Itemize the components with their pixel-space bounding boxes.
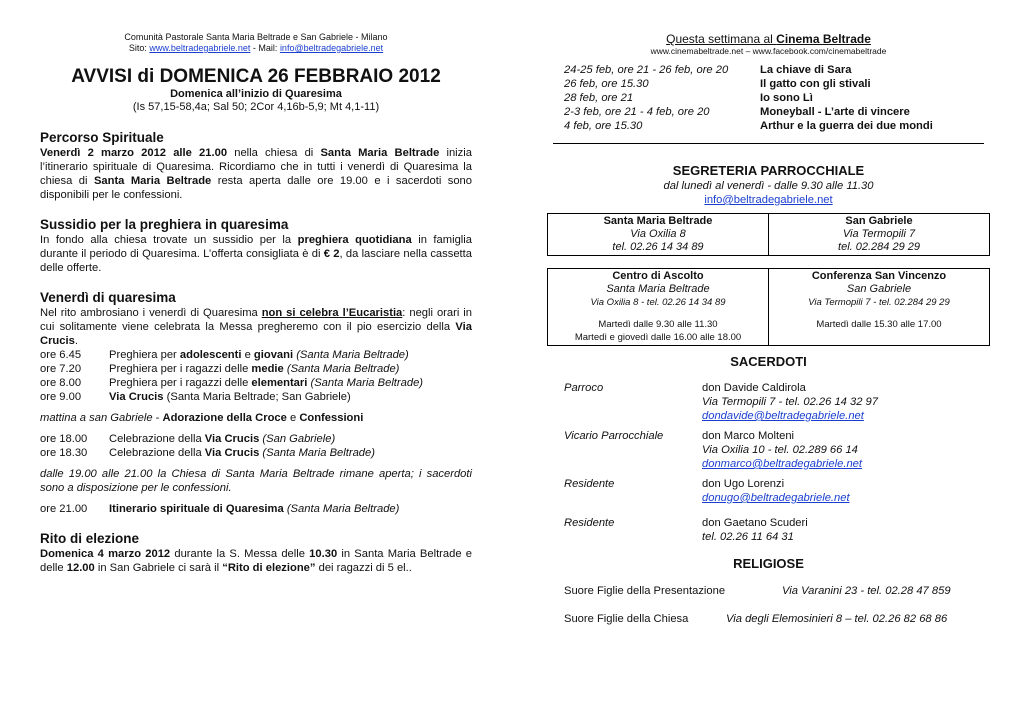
parish-table [547,213,990,256]
film-list [547,63,990,133]
religiose-entry: Suore Figlie della Chiesa Via degli Elemosinieri 8 – tel. 02.26 82 68 86 [564,613,948,625]
film-row: 2-3 feb, ore 21 - 4 feb, ore 20 Moneyball - L’arte di vincere [564,106,910,118]
segreteria-email-link[interactable]: info@beltradegabriele.net [704,194,833,206]
venerdi-text: Nel rito ambrosiano i venerdì di Quaresima non si celebra l’Eucaristia: negli orari in cui solitamente viene celebrata la Messa pregheremo con il pio esercizio della Via Crucis. [40,307,472,347]
priest-email-link[interactable]: donugo@beltradegabriele.net [702,492,850,504]
page-title: AVVISI di DOMENICA 26 FEBBRAIO 2012 [71,66,441,87]
left-column [40,32,472,575]
percorso-text: Venerdì 2 marzo 2012 alle 21.00 nella chiesa di Santa Maria Beltrade inizia l’itinerario spirituale di Quaresima. Ricordiamo che in tutti i venerdì di Quaresima la chiesa di Santa Maria Beltrade resta aperta dalle ore 19.00 e i sacerdoti sono disponibili per le confessioni. [40,147,472,201]
parish-cell: San Gabriele Via Termopili 7 tel. 02.284 29 29 [768,214,989,255]
community-name: Comunità Pastorale Santa Maria Beltrade e San Gabriele - Milano [124,32,388,42]
sacerdoti-heading: SACERDOTI [730,354,807,369]
right-column [547,32,990,626]
film-row: 26 feb, ore 15.30 Il gatto con gli stivali [564,78,871,90]
religiose-entry: Suore Figlie della Presentazione Via Varanini 23 - tel. 02.28 47 859 [564,585,951,597]
cinema-title: Questa settimana al Cinema Beltrade [666,32,871,46]
priest-email-link[interactable]: dondavide@beltradegabriele.net [702,410,864,422]
service-cell: Conferenza San Vincenzo San Gabriele Via Termopili 7 - tel. 02.284 29 29 Martedì dalle 15.30 alle 17.00 [768,269,989,345]
mattina-line: mattina a san Gabriele - Adorazione della Croce e Confessioni [40,412,364,424]
venerdi-heading: Venerdì di quaresima [40,290,176,305]
religiose-heading: RELIGIOSE [733,556,804,571]
site-link[interactable]: www.beltradegabriele.net [149,43,251,53]
priest-entry: Parroco don Davide Caldirola Via Termopili 7 - tel. 02.26 14 32 97 dondavide@beltradegabriele.net [564,382,879,422]
cinema-urls: www.cinemabeltrade.net – www.facebook.com/cinemabeltrade [650,46,887,56]
sussidio-text: In fondo alla chiesa trovate un sussidio per la preghiera quotidiana in famiglia durante il periodo di Quaresima. L’offerta consigliata è di € 2, da lasciare nella cassetta delle offerte. [40,234,472,274]
film-row: 4 feb, ore 15.30 Arthur e la guerra dei due mondi [564,120,933,132]
priest-entry: Residente don Ugo Lorenzi donugo@beltradegabriele.net [564,478,850,504]
sera-note: dalle 19.00 alle 21.00 la Chiesa di Santa Maria Beltrade rimane aperta; i sacerdoti sono a disposizione per le confessioni. [40,468,472,494]
schedule-row: ore 21.00 Itinerario spirituale di Quaresima (Santa Maria Beltrade) [40,503,400,515]
divider [553,143,984,144]
parish-cell: Santa Maria Beltrade Via Oxilia 8 tel. 02.26 14 34 89 [603,215,713,253]
mail-link[interactable]: info@beltradegabriele.net [279,43,384,53]
priest-email-link[interactable]: donmarco@beltradegabriele.net [702,458,863,470]
film-row: 24-25 feb, ore 21 - 26 feb, ore 20 La chiave di Sara [564,64,852,76]
sussidio-heading: Sussidio per la preghiera in quaresima [40,217,289,232]
rito-heading: Rito di elezione [40,531,140,546]
readings: (Is 57,15-58,4a; Sal 50; 2Cor 4,16b-5,9; Mt 4,1-11) [132,101,380,113]
schedule-row: ore 18.30 Celebrazione della Via Crucis (Santa Maria Beltrade) [40,447,375,459]
contact-line: Sito: www.beltradegabriele.net - Mail: info@beltradegabriele.net [128,43,384,53]
rito-text: Domenica 4 marzo 2012 durante la S. Messa delle 10.30 in Santa Maria Beltrade e delle 12.00 in San Gabriele ci sarà il “Rito di elezione” dei ragazzi di 5 el.. [40,548,472,574]
schedule-row: ore 6.45 Preghiera per adolescenti e giovani (Santa Maria Beltrade) [40,349,409,361]
schedule-row: ore 18.00 Celebrazione della Via Crucis (San Gabriele) [40,433,336,445]
service-cell: Centro di Ascolto Santa Maria Beltrade Via Oxilia 8 - tel. 02.26 14 34 89 Martedì dalle 9.30 alle 11.30 Martedì e giovedì dalle 16.00 alle 18.00 [574,270,742,343]
segreteria-heading: SEGRETERIA PARROCCHIALE [672,163,865,178]
services-table [547,268,990,346]
page-subtitle: Domenica all’inizio di Quaresima [170,88,342,100]
priest-entry: Residente don Gaetano Scuderi tel. 02.26 11 64 31 [564,517,808,543]
segreteria-hours: dal lunedì al venerdì - dalle 9.30 alle 11.30 [663,180,874,192]
priest-entry: Vicario Parrocchiale don Marco Molteni Via Oxilia 10 - tel. 02.289 66 14 donmarco@beltradegabriele.net [564,430,863,470]
film-row: 28 feb, ore 21 Io sono Lì [564,92,813,104]
schedule-row: ore 7.20 Preghiera per i ragazzi delle medie (Santa Maria Beltrade) [40,363,400,375]
schedule-row: ore 8.00 Preghiera per i ragazzi delle elementari (Santa Maria Beltrade) [40,377,424,389]
schedule-row: ore 9.00 Via Crucis (Santa Maria Beltrade; San Gabriele) [40,391,351,403]
percorso-heading: Percorso Spirituale [40,130,164,145]
